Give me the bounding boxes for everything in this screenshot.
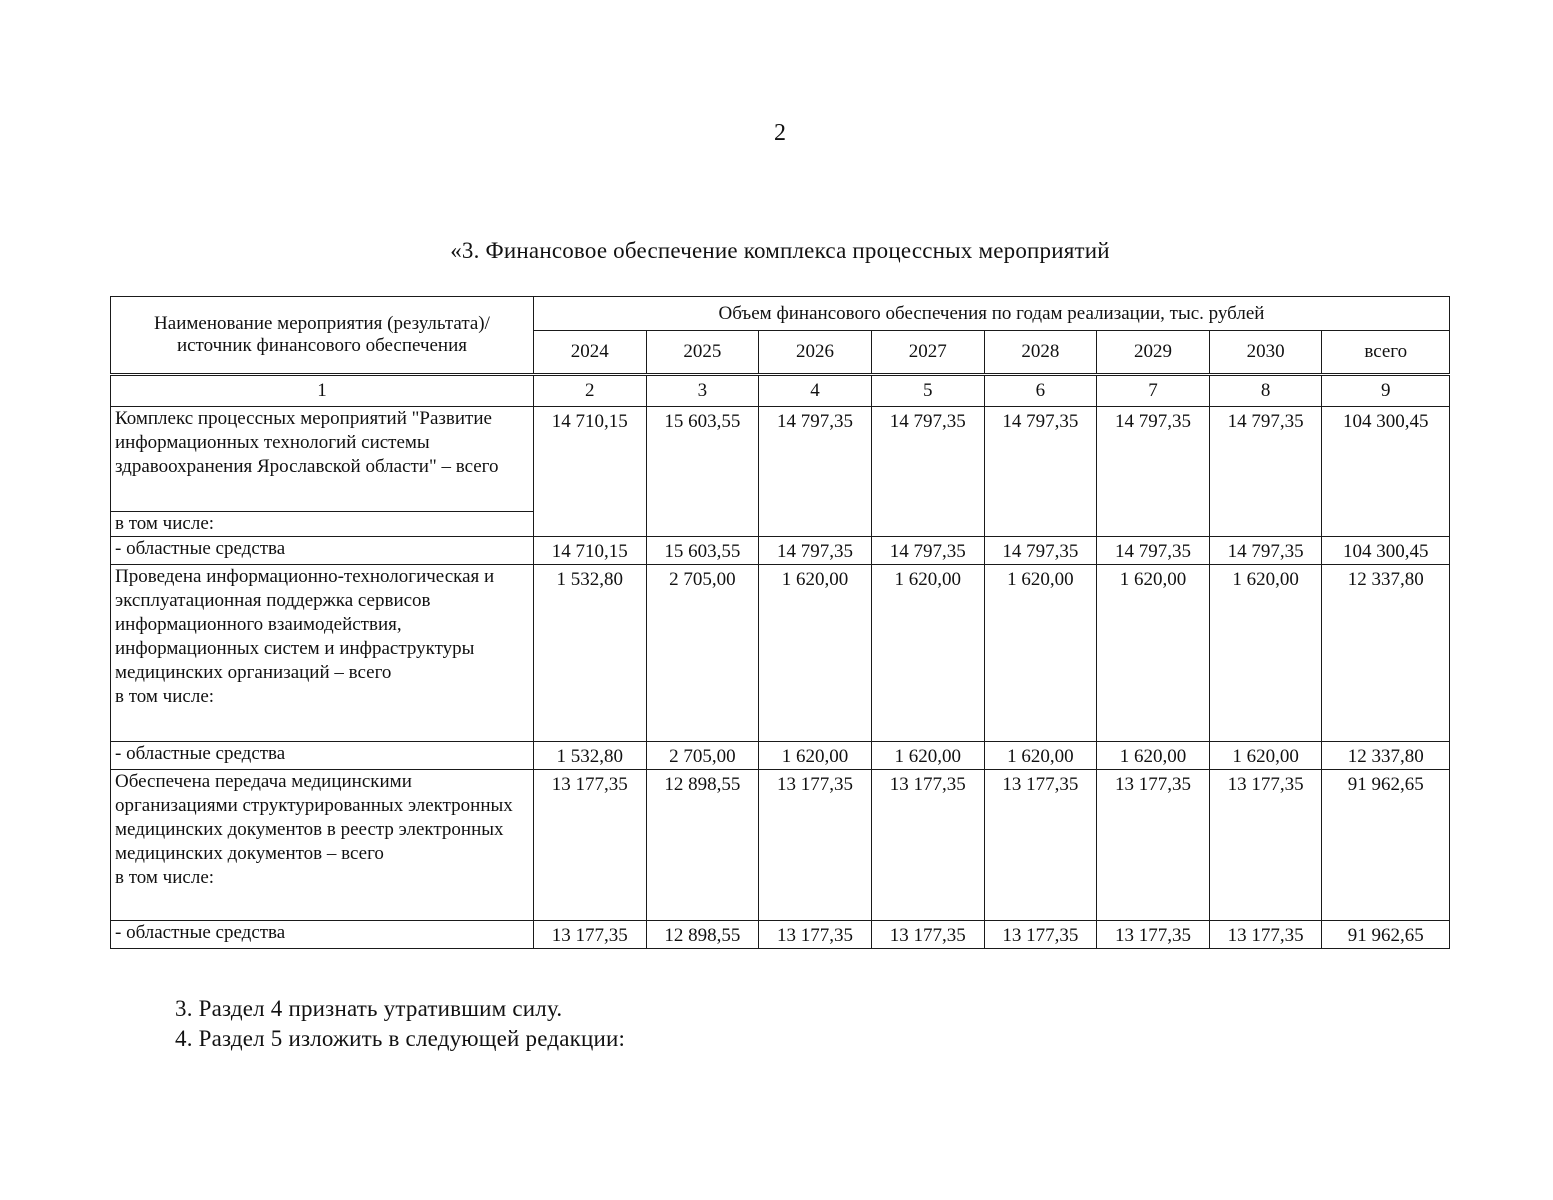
- value-cell: 13 177,35: [871, 770, 984, 921]
- column-number: 2: [533, 375, 646, 407]
- value-cell: 14 797,35: [984, 407, 1097, 537]
- row-name: [111, 407, 534, 512]
- source-value-cell: 1 620,00: [759, 742, 872, 770]
- source-value-cell: 1 620,00: [1209, 742, 1322, 770]
- value-cell: 14 710,15: [533, 407, 646, 537]
- header-year: 2024: [533, 331, 646, 375]
- header-total: всего: [1322, 331, 1450, 375]
- value-cell: 13 177,35: [984, 770, 1097, 921]
- source-value-cell: 14 797,35: [759, 537, 872, 565]
- source-label: - областные средства: [111, 921, 534, 949]
- header-year: 2029: [1097, 331, 1210, 375]
- table-row: [111, 921, 1450, 949]
- row-name-text: Проведена информационно-технологическая и эксплуатационная поддержка сервисов информационного взаимодействия, информационных систем и инфраструктуры медицинских организаций – всего: [115, 566, 495, 683]
- source-value-cell: 1 620,00: [871, 742, 984, 770]
- value-cell: 1 620,00: [759, 565, 872, 742]
- column-number: 4: [759, 375, 872, 407]
- column-number: 6: [984, 375, 1097, 407]
- value-cell: 13 177,35: [1209, 770, 1322, 921]
- value-cell: 1 620,00: [1097, 565, 1210, 742]
- value-cell: 91 962,65: [1322, 770, 1450, 921]
- row-name: [111, 770, 534, 921]
- paragraph-item-4: 4. Раздел 5 изложить в следующей редакции:: [175, 1026, 626, 1051]
- source-value-cell: 13 177,35: [759, 921, 872, 949]
- source-value-cell: 13 177,35: [533, 921, 646, 949]
- source-value-cell: 14 710,15: [533, 537, 646, 565]
- value-cell: 14 797,35: [759, 407, 872, 537]
- header-year: 2030: [1209, 331, 1322, 375]
- source-value-cell: 1 532,80: [533, 742, 646, 770]
- row-name: [111, 565, 534, 742]
- source-value-cell: 104 300,45: [1322, 537, 1450, 565]
- header-year: 2025: [646, 331, 759, 375]
- value-cell: 14 797,35: [871, 407, 984, 537]
- row-name-text: Комплекс процессных мероприятий "Развитие информационных технологий системы здравоохранения Ярославской области" – всего: [115, 408, 499, 477]
- table-row: [111, 407, 1450, 512]
- source-value-cell: 1 620,00: [1097, 742, 1210, 770]
- table-row: [111, 565, 1450, 742]
- header-name-cell: Наименование мероприятия (результата)/ источник финансового обеспечения: [111, 297, 534, 375]
- value-cell: 14 797,35: [1209, 407, 1322, 537]
- value-cell: 12 337,80: [1322, 565, 1450, 742]
- table-row: [111, 537, 1450, 565]
- table-row: [111, 770, 1450, 921]
- header-year: 2027: [871, 331, 984, 375]
- row-including: в том числе:: [115, 686, 215, 707]
- value-cell: 1 532,80: [533, 565, 646, 742]
- source-value-cell: 12 337,80: [1322, 742, 1450, 770]
- column-number: 3: [646, 375, 759, 407]
- source-value-cell: 91 962,65: [1322, 921, 1450, 949]
- page-number: 2: [774, 120, 786, 146]
- financing-table: [110, 296, 1450, 949]
- value-cell: 2 705,00: [646, 565, 759, 742]
- source-value-cell: 14 797,35: [871, 537, 984, 565]
- value-cell: 1 620,00: [1209, 565, 1322, 742]
- column-number: 8: [1209, 375, 1322, 407]
- column-number: 5: [871, 375, 984, 407]
- table-row: [111, 742, 1450, 770]
- header-year: 2026: [759, 331, 872, 375]
- source-value-cell: 13 177,35: [871, 921, 984, 949]
- header-year: 2028: [984, 331, 1097, 375]
- source-label: - областные средства: [111, 537, 534, 565]
- value-cell: 15 603,55: [646, 407, 759, 537]
- source-value-cell: 2 705,00: [646, 742, 759, 770]
- value-cell: 1 620,00: [984, 565, 1097, 742]
- value-cell: 13 177,35: [1097, 770, 1210, 921]
- source-label: - областные средства: [111, 742, 534, 770]
- value-cell: 104 300,45: [1322, 407, 1450, 537]
- value-cell: 13 177,35: [533, 770, 646, 921]
- source-value-cell: 12 898,55: [646, 921, 759, 949]
- row-including: в том числе:: [115, 867, 215, 888]
- value-cell: 12 898,55: [646, 770, 759, 921]
- source-value-cell: 13 177,35: [1209, 921, 1322, 949]
- value-cell: 14 797,35: [1097, 407, 1210, 537]
- source-value-cell: 13 177,35: [984, 921, 1097, 949]
- header-group-cell: Объем финансового обеспечения по годам реализации, тыс. рублей: [533, 297, 1449, 331]
- source-value-cell: 14 797,35: [1097, 537, 1210, 565]
- paragraph-item-3: 3. Раздел 4 признать утратившим силу.: [175, 996, 563, 1021]
- source-value-cell: 15 603,55: [646, 537, 759, 565]
- row-including: в том числе:: [111, 512, 534, 537]
- source-value-cell: 13 177,35: [1097, 921, 1210, 949]
- value-cell: 1 620,00: [871, 565, 984, 742]
- column-number: 9: [1322, 375, 1450, 407]
- source-value-cell: 1 620,00: [984, 742, 1097, 770]
- column-number: 1: [111, 375, 534, 407]
- value-cell: 13 177,35: [759, 770, 872, 921]
- source-value-cell: 14 797,35: [984, 537, 1097, 565]
- column-number: 7: [1097, 375, 1210, 407]
- section-title: «3. Финансовое обеспечение комплекса процессных мероприятий: [450, 238, 1110, 263]
- source-value-cell: 14 797,35: [1209, 537, 1322, 565]
- row-name-text: Обеспечена передача медицинскими организациями структурированных электронных медицинских документов в реестр электронных медицинских документов – всего: [115, 771, 513, 864]
